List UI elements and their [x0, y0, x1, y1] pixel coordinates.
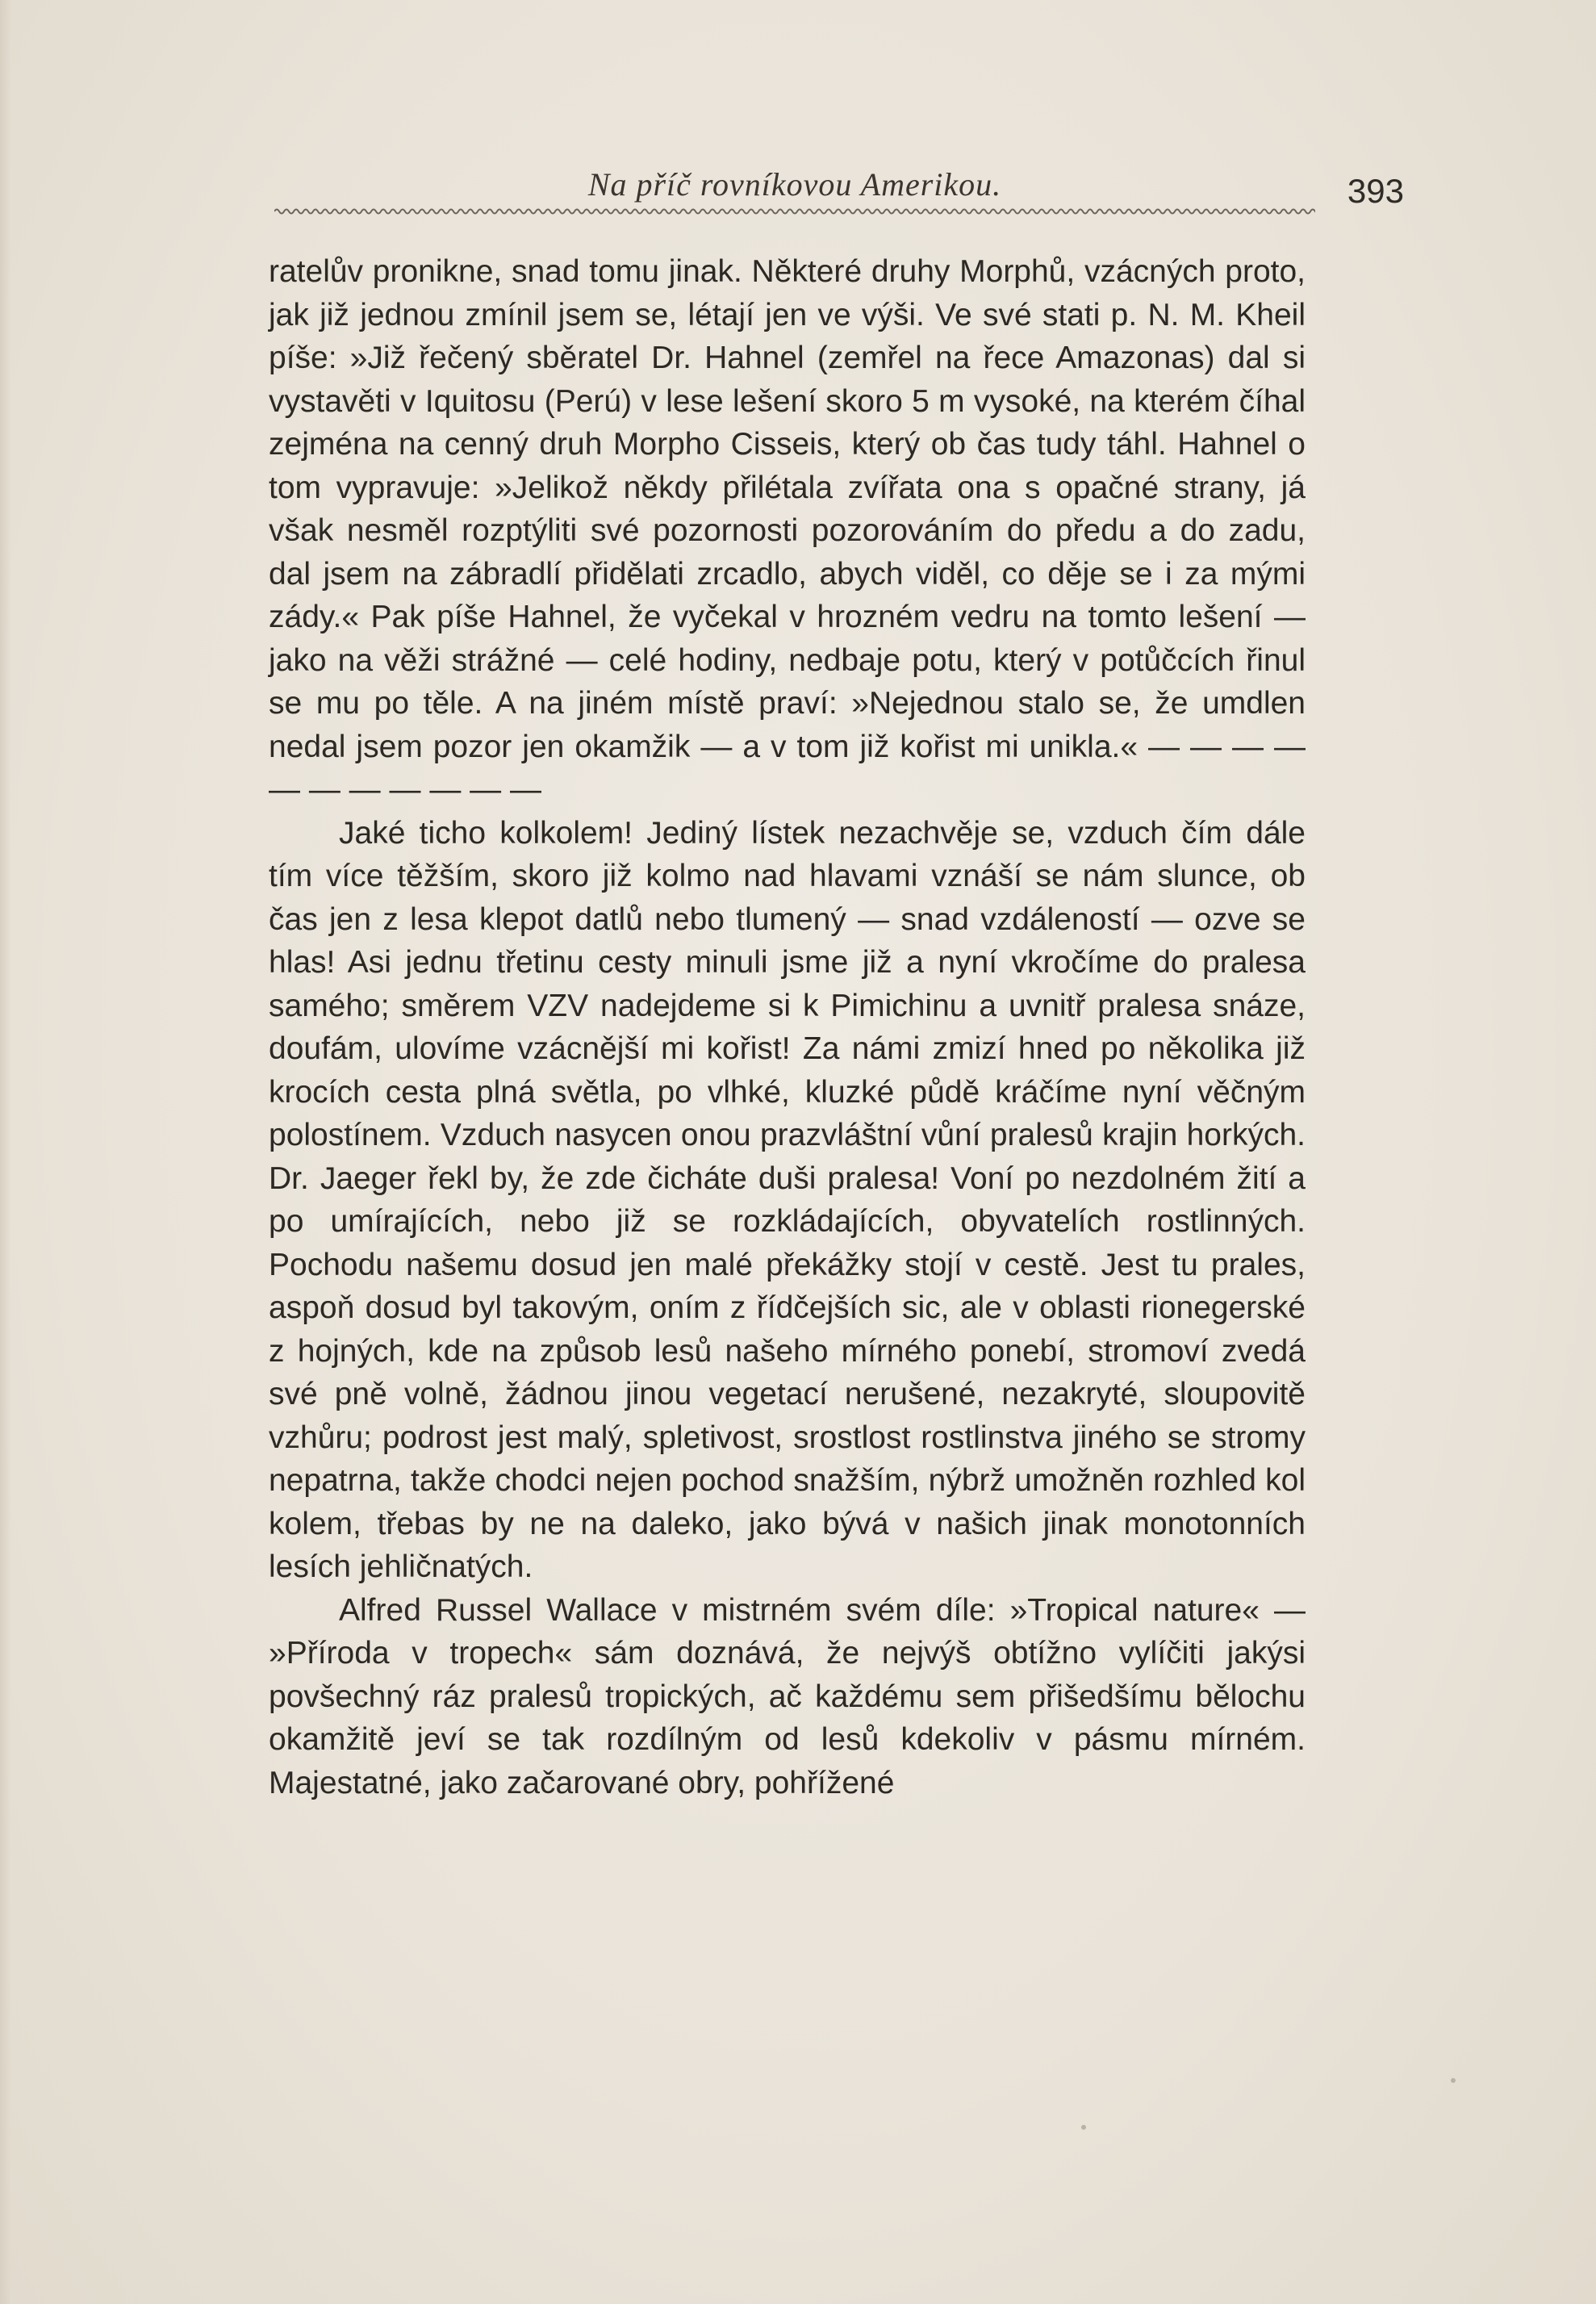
paper-speck [1081, 2125, 1086, 2130]
paragraph-1: ratelův pronikne, snad tomu jinak. Některé druhy Morphů, vzácných proto, jak již jednou zmínil jsem se, létají jen ve výši. Ve své stati p. N. M. Kheil píše: »Již řečený sběratel Dr. Hahnel (zemřel na řece Amazonas) dal si vystavěti v Iquitosu (Perú) v lese lešení skoro 5 m vysoké, na kterém číhal zejména na cenný druh Morpho Cisseis, který ob čas tudy táhl. Hahnel o tom vypravuje: »Jelikož někdy přilétala zvířata ona s opačné strany, já však nesměl rozptýliti své pozornosti pozorováním do předu a do zadu, dal jsem na zábradlí přidělati zrcadlo, abych viděl, co děje se i za mými zády.« Pak píše Hahnel, že vyčekal v hrozném vedru na tomto lešení — jako na věži strážné — celé hodiny, nedbaje potu, který v potůčcích řinul se mu po těle. A na jiném místě praví: »Nejednou stalo se, že umdlen nedal jsem pozor jen okamžik — a v tom již kořist mi unikla.« — — — — — — — — — — — [269, 254, 1306, 807]
paragraph-3: Alfred Russel Wallace v mistrném svém díle: »Tropical nature« — »Příroda v tropech« sám doznává, že nejvýš obtížno vylíčiti jakýsi povšechný ráz pralesů tropických, ač každému sem přišedšímu bělochu okamžitě jeví se tak rozdílným od lesů kdekoliv v pásmu mírném. Majestatné, jako začarované obry, pohřížené [269, 1592, 1306, 1800]
running-title: Na příč rovníkovou Amerikou. [587, 166, 1002, 203]
paragraph-2: Jaké ticho kolkolem! Jediný lístek nezachvěje se, vzduch čím dále tím více těžším, skoro již kolmo nad hlavami vznáší se nám slunce, ob čas jen z lesa klepot datlů nebo tlumený — snad vzdáleností — ozve se hlas! Asi jednu třetinu cesty minuli jsme již a nyní vkročíme do pralesa samého; směrem VZV nadejdeme si k Pimichinu a uvnitř pralesa snáze, doufám, ulovíme vzácnější mi kořist! Za námi zmizí hned po několika již krocích cesta plná světla, po vlhké, kluzké půdě kráčíme nyní věčným polostínem. Vzduch nasycen onou prazvláštní vůní pralesů krajin horkých. Dr. Jaeger řekl by, že zde čicháte duši pralesa! Voní po nezdolném žití a po umírajících, nebo již se rozkládajících, obyvatelích rostlinných. Pochodu našemu dosud jen malé překážky stojí v cestě. Jest tu prales, aspoň dosud byl takovým, oním z řídčejších sic, ale v oblasti rionegerské z hojných, kde na způsob lesů našeho mírného ponebí, stromoví zvedá své pně volně, žádnou jinou vegetací nerušené, nezakryté, sloupovitě vzhůru; podrost jest malý, spletivost, srostlost rostlinstva jiného se stromy nepatrna, takže chodci nejen pochod snažším, nýbrž umožněn rozhled kol kolem, třebas by ne na daleko, jako bývá v našich jinak monotonních lesích jehličnatých. [269, 815, 1306, 1584]
page-number: 393 [1347, 172, 1404, 210]
page-header [274, 165, 1404, 222]
page-gutter-shadow [0, 0, 11, 2304]
wavy-rule [274, 206, 1315, 217]
body-text [269, 250, 1306, 1804]
paper-speck [1451, 2078, 1456, 2083]
